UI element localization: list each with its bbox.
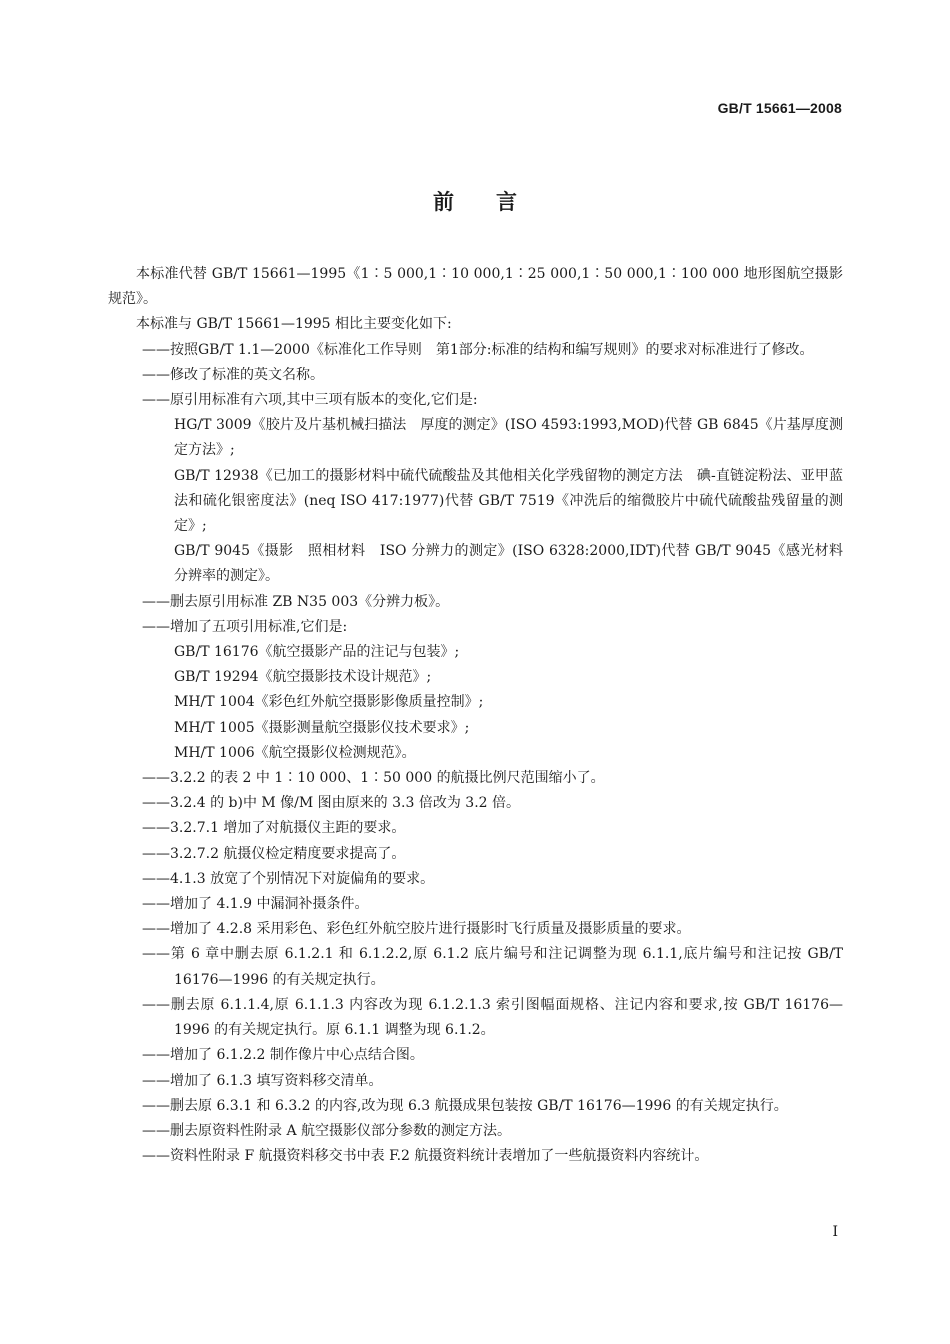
change-item: ——删去原 6.1.1.4,原 6.1.1.3 内容改为现 6.1.2.1.3 索引图幅面规格、注记内容和要求,按 GB/T 16176—1996 的有关规定执行。原 6.1.1 调整为现 6.1.2。	[142, 996, 843, 1039]
page-number: I	[832, 1224, 838, 1240]
change-item: ——3.2.7.2 航摄仪检定精度要求提高了。	[142, 845, 406, 862]
change-item: ——删去原资料性附录 A 航空摄影仪部分参数的测定方法。	[142, 1122, 512, 1139]
standard-number: GB/T 15661—2008	[717, 100, 842, 116]
change-item: ——3.2.7.1 增加了对航摄仪主距的要求。	[142, 820, 406, 837]
change-item: ——3.2.4 的 b)中 M 像/M 图由原来的 3.3 倍改为 3.2 倍。	[142, 795, 521, 812]
change-item: ——资料性附录 F 航摄资料移交书中表 F.2 航摄资料统计表增加了一些航摄资料内容统计。	[142, 1148, 709, 1165]
referenced-standard: HG/T 3009《胶片及片基机械扫描法 厚度的测定》(ISO 4593:1993,MOD)代替 GB 6845《片基厚度测定方法》;	[174, 417, 843, 459]
referenced-standard: GB/T 12938《已加工的摄影材料中硫代硫酸盐及其他相关化学残留物的测定方法 碘-直链淀粉法、亚甲蓝法和硫化银密度法》(neq ISO 417:1977)代替 GB/T 7519《冲洗后的缩微胶片中硫代硫酸盐残留量的测定》;	[174, 467, 843, 535]
foreword-body	[108, 262, 843, 1169]
change-item: ——第 6 章中删去原 6.1.2.1 和 6.1.2.2,原 6.1.2 底片编号和注记调整为现 6.1.1,底片编号和注记按 GB/T 16176—1996 的有关规定执行。	[142, 946, 843, 988]
change-item: ——原引用标准有六项,其中三项有版本的变化,它们是:	[142, 392, 478, 409]
referenced-standard: MH/T 1004《彩色红外航空摄影影像质量控制》;	[174, 694, 484, 711]
referenced-standard: MH/T 1006《航空摄影仪检测规范》。	[174, 744, 416, 761]
change-item: ——3.2.2 的表 2 中 1∶10 000、1∶50 000 的航摄比例尺范围缩小了。	[142, 770, 605, 787]
change-item: ——删去原引用标准 ZB N35 003《分辨力板》。	[142, 593, 450, 610]
referenced-standard: GB/T 16176《航空摄影产品的注记与包装》;	[174, 644, 460, 661]
referenced-standard: GB/T 9045《摄影 照相材料 ISO 分辨力的测定》(ISO 6328:2000,IDT)代替 GB/T 9045《感光材料分辨率的测定》。	[174, 543, 843, 585]
change-item: ——增加了 6.1.3 填写资料移交清单。	[142, 1072, 383, 1089]
intro-paragraph-changes: 本标准与 GB/T 15661—1995 相比主要变化如下:	[136, 316, 452, 333]
intro-paragraph-replaces: 本标准代替 GB/T 15661—1995《1∶5 000,1∶10 000,1∶25 000,1∶50 000,1∶100 000 地形图航空摄影规范》。	[108, 266, 843, 308]
change-item: ——按照GB/T 1.1—2000《标准化工作导则 第1部分:标准的结构和编写规则》的要求对标准进行了修改。	[142, 341, 814, 358]
change-item: ——4.1.3 放宽了个别情况下对旋偏角的要求。	[142, 870, 435, 887]
referenced-standard: GB/T 19294《航空摄影技术设计规范》;	[174, 669, 432, 686]
change-item: ——增加了 6.1.2.2 制作像片中心点结合图。	[142, 1047, 424, 1064]
change-item: ——增加了五项引用标准,它们是:	[142, 618, 348, 635]
page-title: 前言	[433, 190, 559, 214]
change-item: ——增加了 4.2.8 采用彩色、彩色红外航空胶片进行摄影时飞行质量及摄影质量的要求。	[142, 921, 691, 938]
change-item: ——删去原 6.3.1 和 6.3.2 的内容,改为现 6.3 航摄成果包装按 GB/T 16176—1996 的有关规定执行。	[142, 1097, 788, 1114]
change-item: ——增加了 4.1.9 中漏洞补摄条件。	[142, 896, 369, 913]
change-item: ——修改了标准的英文名称。	[142, 366, 324, 383]
referenced-standard: MH/T 1005《摄影测量航空摄影仪技术要求》;	[174, 719, 470, 736]
